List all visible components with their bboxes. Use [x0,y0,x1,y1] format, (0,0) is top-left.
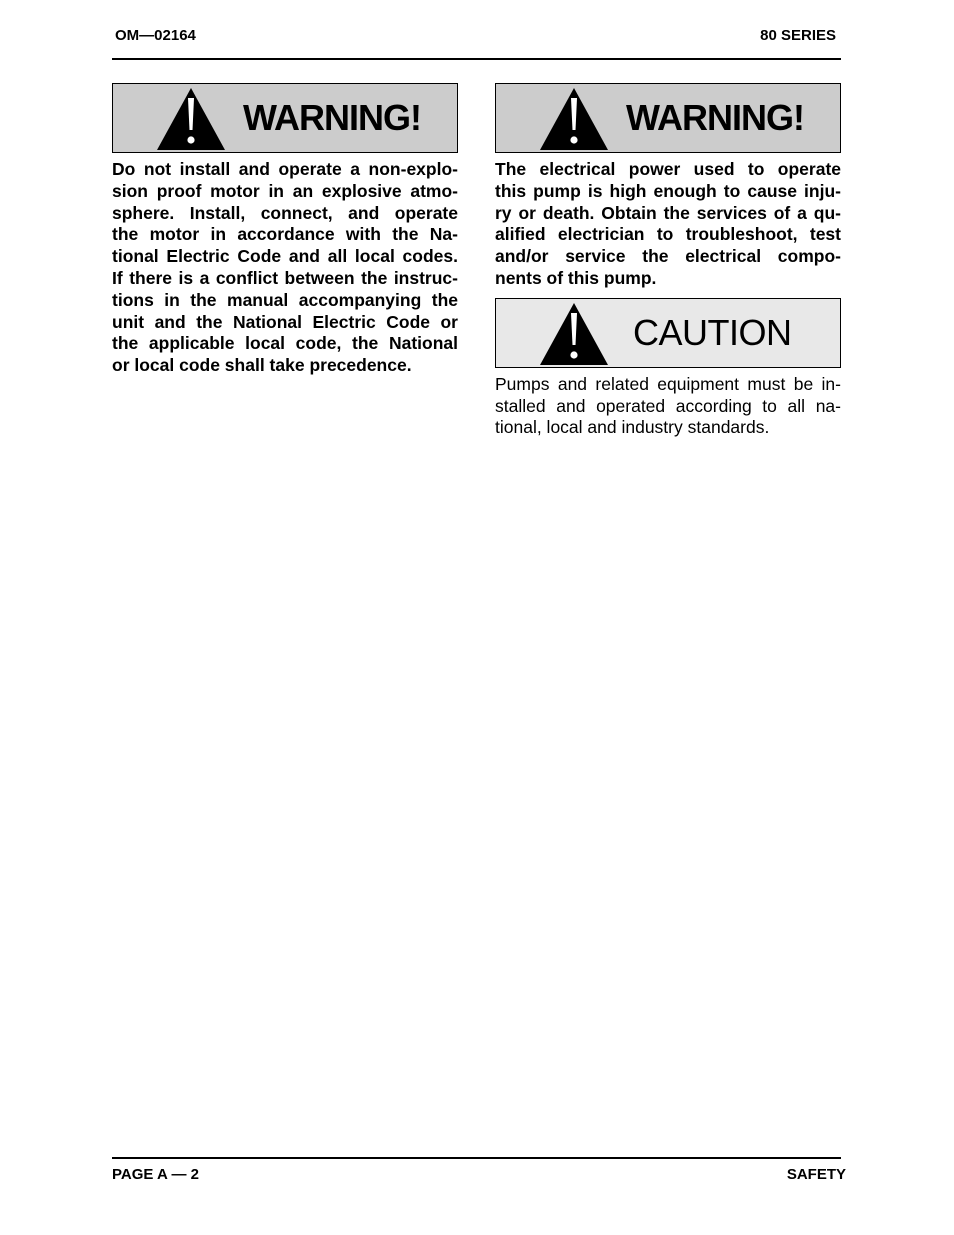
text-line: tional, local and industry standards. [495,417,770,438]
exclamation-triangle-icon [538,301,610,367]
text-line: this pump is high enough to cause inju- [495,180,841,201]
warning-text-right [495,159,841,290]
text-line: sion proof motor in an explosive atmo- [112,180,458,201]
text-line: ry or death. Obtain the services of a qu- [495,202,841,223]
text-line: the applicable local code, the National [112,333,458,354]
warning-sign-left [112,83,458,153]
text-line: stalled and operated according to all na- [495,395,841,416]
warning-text-left [112,159,458,377]
text-line: and/or service the electrical compo- [495,246,841,267]
text-line: or local code shall take precedence. [112,355,412,376]
warning-label: WARNING! [243,97,421,138]
caution-sign [495,298,841,368]
caution-text [495,374,841,439]
right-column [495,83,841,439]
text-line: Pumps and related equipment must be in- [495,373,841,394]
section-name: SAFETY [786,1166,846,1183]
caution-block [495,298,841,439]
header-rule [112,58,841,60]
text-line: Do not install and operate a non-explo- [112,159,458,179]
text-line: the motor in accordance with the Na- [112,224,458,245]
left-column [112,83,458,377]
text-line: alified electrician to troubleshoot, test [495,224,841,245]
text-line: tions in the manual accompanying the [112,289,458,310]
document-number: OM—02164 [115,27,196,44]
text-line: If there is a conflict between the instruc- [112,267,458,288]
text-line: nents of this pump. [495,267,657,288]
warning-sign-right [495,83,841,153]
exclamation-triangle-icon [538,86,610,152]
warning-label: WARNING! [626,97,804,138]
exclamation-triangle-icon [155,86,227,152]
series-label: 80 SERIES [760,27,836,44]
text-line: unit and the National Electric Code or [112,311,458,332]
text-line: tional Electric Code and all local codes. [112,246,458,267]
text-line: The electrical power used to operate [495,159,841,179]
page-number: PAGE A — 2 [112,1166,199,1183]
caution-label: CAUTION [633,311,792,353]
text-line: sphere. Install, connect, and operate [112,202,458,223]
footer-rule [112,1157,841,1159]
